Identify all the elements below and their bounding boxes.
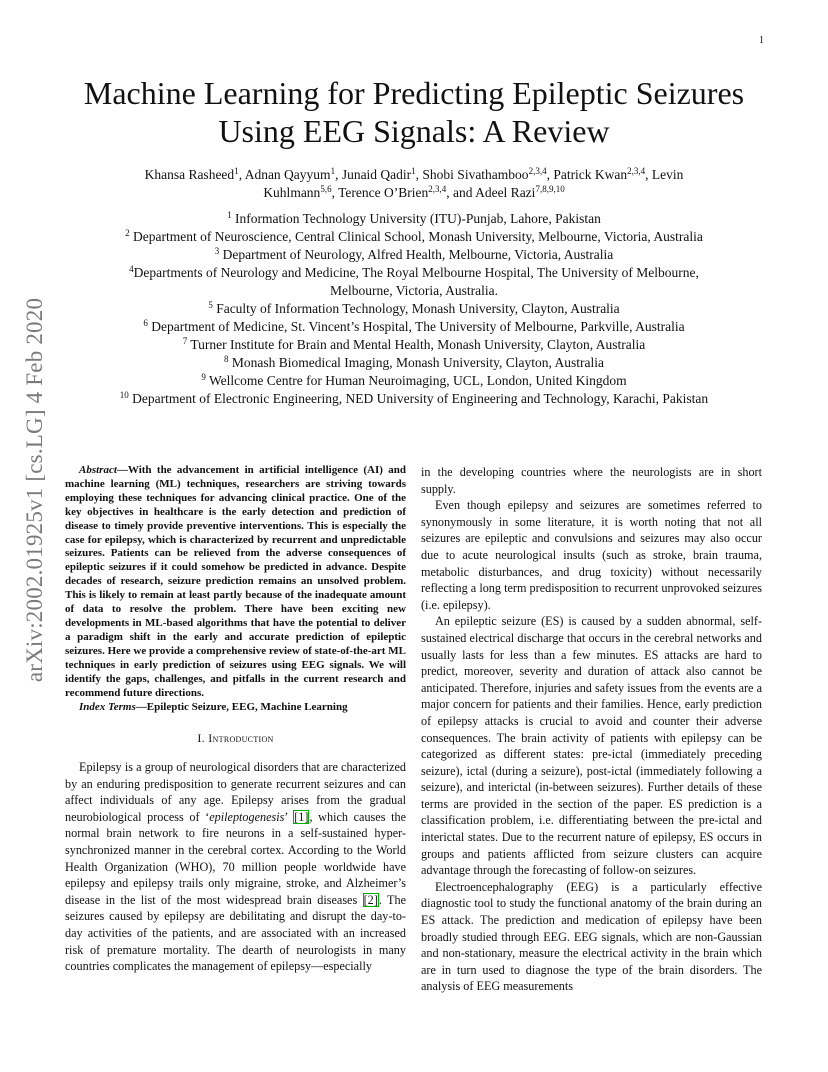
affiliation-text: Monash Biomedical Imaging, Monash University, Clayton, Australia: [228, 355, 605, 370]
affiliation-sup: 3: [214, 246, 220, 256]
body-paragraph: An epileptic seizure (ES) is caused by a sudden abnormal, self-sustained electrical discharge that occurs in the cerebral networks and usually lasts for less than a few minutes. ES attacks are hard to predict, moreover, severity and duration of attack also cannot be anticipated. Therefore, injuries and safety issues from the events are a major concern for patients and their families. Hence, early prediction of epilepsy attacks is crucial to avoid and counter their adverse consequences. The brain activity of patients with epilepsy can be categorized as different states: pre-ictal (immediately preceding seizure), ictal (during a seizure), post-ictal (immediately following a seizure), and interictal (in-between seizures). Further details of these terms are provided in the section of the paper. ES prediction is a classification problem, i.e. differentiating between the pre-ictal and interictal states. Due to the recurrent nature of epilepsy, ES occurs in groups and patients afflicted from seizure clusters can acquire advantage through the forecasting of follow-on seizures.: [421, 614, 762, 878]
intro-text: ’: [284, 809, 294, 824]
citation-link[interactable]: [1]: [294, 809, 309, 824]
author-sup: 7,8,9,10: [535, 184, 565, 194]
affiliation-text: Department of Medicine, St. Vincent’s Hospital, The University of Melbourne, Parkville, Australia: [147, 319, 685, 334]
affiliation: [70, 282, 758, 300]
title-line-2: Using EEG Signals: A Review: [218, 113, 610, 149]
author: Kuhlmann: [263, 185, 321, 200]
author: , Terence O’Brien: [331, 185, 429, 200]
affiliation: [70, 354, 758, 372]
right-column: [421, 464, 762, 995]
affiliation-sup: 9: [201, 372, 206, 382]
index-terms-text: —Epileptic Seizure, EEG, Machine Learning: [135, 701, 348, 714]
title-line-1: Machine Learning for Predicting Epileptic Seizures: [83, 75, 745, 111]
intro-paragraph: [65, 759, 406, 975]
affiliation: [70, 210, 758, 228]
affiliation: [70, 372, 758, 390]
author: , and Adeel Razi: [446, 185, 536, 200]
affiliation-text: Department of Neurology, Alfred Health, Melbourne, Victoria, Australia: [219, 247, 614, 262]
affiliation-text: Turner Institute for Brain and Mental Health, Monash University, Clayton, Australia: [187, 337, 646, 352]
affiliation: [70, 264, 758, 282]
abstract: [65, 464, 406, 700]
arxiv-stamp-text: arXiv:2002.01925v1 [cs.LG] 4 Feb 2020: [22, 297, 47, 683]
page-number: 1: [759, 35, 764, 46]
author: , Patrick Kwan: [546, 167, 628, 182]
affiliation-sup: 10: [119, 390, 129, 400]
intro-emphasis: epileptogenesis: [209, 809, 285, 824]
affiliation: [70, 228, 758, 246]
affiliation: [70, 336, 758, 354]
affiliation-text: Melbourne, Victoria, Australia.: [329, 283, 499, 298]
left-column: [65, 464, 406, 975]
author-sup: 2,3,4: [528, 166, 547, 176]
author: , Adnan Qayyum: [238, 167, 331, 182]
affiliation-text: Faculty of Information Technology, Monash University, Clayton, Australia: [212, 301, 620, 316]
affiliation: [70, 318, 758, 336]
affiliation-text: Departments of Neurology and Medicine, The Royal Melbourne Hospital, The University of Melbourne,: [133, 265, 699, 280]
abstract-label: Abstract: [79, 464, 117, 476]
affiliation-sup: 8: [223, 354, 229, 364]
affiliation-sup: 2: [125, 228, 130, 238]
author-sup: 2,3,4: [627, 166, 646, 176]
author: , Junaid Qadir: [335, 167, 412, 182]
affiliation-sup: 7: [182, 336, 188, 346]
author-sup: 1: [234, 166, 239, 176]
citation-link[interactable]: [2]: [363, 892, 378, 907]
index-terms-label: Index Terms: [79, 701, 136, 714]
abstract-text: —With the advancement in artificial intelligence (AI) and machine learning (ML) techniques, researchers are striving towards employing these techniques for advancing clinical practice. One of the key objectives in healthcare is the early detection and prediction of disease to timely provide preventive interventions. This is especially the case for epilepsy, which is characterized by recurrent and unpredictable seizures. Patients can be relieved from the adverse consequences of epileptic seizures if it could somehow be predicted in advance. Despite decades of research, seizure prediction remains an unsolved problem. This is likely to remain at least partly because of the inadequate amount of data to resolve the problem. There have been exciting new developments in ML-based algorithms that have the potential to deliver a paradigm shift in the early and accurate prediction of epileptic seizures. Here we provide a comprehensive review of state-of-the-art ML techniques in early prediction of seizures using EEG signals. We will identify the gaps, challenges, and pitfalls in the current research and recommend future directions.: [65, 464, 406, 699]
author: , Levin: [645, 167, 684, 182]
author-sup: 1: [330, 166, 336, 176]
affiliation: [70, 390, 758, 408]
affiliation-sup: 4: [129, 264, 134, 274]
author-sup: 1: [411, 166, 416, 176]
intro-text: . The seizures caused by epilepsy are debilitating and disrupt the day-to-day activities of the patients, and are associated with an increased risk of premature mortality. The dearth of neurologists in many countries complicates the management of epilepsy—especially: [65, 892, 406, 974]
body-paragraph: in the developing countries where the neurologists are in short supply.: [421, 465, 762, 496]
author: , Shobi Sivathamboo: [415, 167, 529, 182]
author: Khansa Rasheed: [144, 167, 235, 182]
author-sup: 5,6: [320, 184, 332, 194]
section-heading: I. Introduction: [197, 731, 274, 746]
affiliation-text: Wellcome Centre for Human Neuroimaging, UCL, London, United Kingdom: [205, 373, 627, 388]
affiliation-sup: 6: [143, 318, 148, 328]
affiliation-text: Information Technology University (ITU)-Punjab, Lahore, Pakistan: [231, 211, 601, 226]
affiliation-sup: 1: [227, 210, 232, 220]
author-list: [90, 166, 738, 202]
intro-text: , which causes the normal brain network to fire neurons in a self-sustained hyper-synchronized manner in the cerebral cortex. According to the World Health Organization (WHO), 70 million people worldwide have epilepsy and epilepsy trails only migraine, stroke, and Alzheimer’s disease in the list of the most widespread brain diseases: [65, 809, 406, 907]
affiliation-sup: 5: [208, 300, 213, 310]
author-sup: 2,3,4: [428, 184, 447, 194]
affiliation: [70, 300, 758, 318]
affiliation-text: Department of Neuroscience, Central Clinical School, Monash University, Melbourne, Victoria, Australia: [129, 229, 703, 244]
affiliation-list: [70, 210, 758, 408]
intro-text: Epilepsy is a group of neurological disorders that are characterized by an enduring predisposition to generate recurrent seizures and can affect individuals of any age. Epilepsy arises from the gradual neurobiological process of ‘: [65, 760, 406, 824]
affiliation: [70, 246, 758, 264]
arxiv-stamp: [20, 290, 50, 690]
body-paragraph: Electroencephalography (EEG) is a particularly effective diagnostic tool to study the functional anatomy of the brain during an ES attack. The prediction and medication of epilepsy have been broadly studied through EEG. EEG signals, which are non-Gaussian and non-stationary, measure the electrical activity in the brain which are in turn used to diagnose the type of the brain disorders. The analysis of EEG measurements: [421, 879, 762, 994]
body-paragraph: Even though epilepsy and seizures are sometimes referred to synonymously in some literature, it is worth noting that not all seizures are epileptic and convulsions and seizures may also occur due to acute neurological insults (such as stroke, brain trauma, metabolic disturbances, and drug toxicity) without necessarily reflecting a long term predisposition to recurrent unprovoked seizures (i.e. epilepsy).: [421, 498, 762, 612]
paper-title: [60, 74, 768, 150]
affiliation-text: Department of Electronic Engineering, NED University of Engineering and Technology, Karachi, Pakistan: [128, 391, 709, 406]
index-terms: [65, 700, 406, 714]
